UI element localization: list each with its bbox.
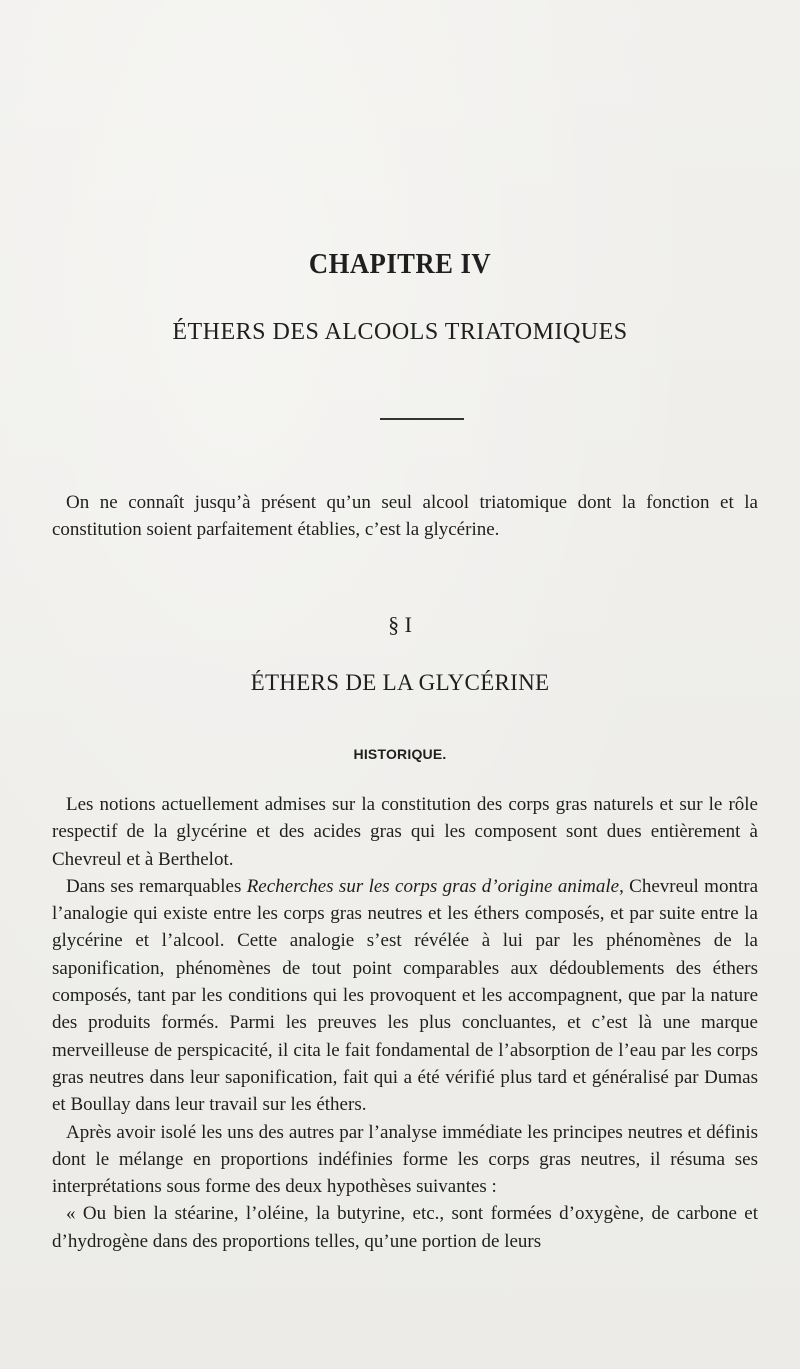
chapter-title: ÉTHERS DES ALCOOLS TRIATOMIQUES: [172, 319, 628, 345]
chapter-heading: CHAPITRE IV: [308, 248, 492, 280]
title-divider: [380, 418, 464, 420]
book-title-italic: Recherches sur les corps gras d’origine animale: [246, 875, 620, 897]
paragraph-2-start: Dans ses remarquables: [66, 875, 247, 897]
section-title: ÉTHERS DE LA GLYCÉRINE: [250, 670, 550, 695]
intro-paragraph: On ne connaît jusqu’à présent qu’un seul alcool triatomique dont la fonction et la constitution soient parfaitement établies, c’est la glycérine.: [52, 492, 758, 540]
body-text: [52, 791, 758, 1255]
paragraph-2-end: , Chevreul montra l’analogie qui existe entre les corps gras neutres et les éthers composés, et par suite entre la glycérine et l’alcool. Cette analogie s’est révélée à lui par les phénomènes de la saponification, phénomènes de tout point comparables aux dédoublements des éthers composés, tant par les conditions qui les provoquent et les accompagnent, que par la nature des produits formés. Parmi les preuves les plus concluantes, et c’est là une marque merveilleuse de perspicacité, il cita le fait fondamental de l’absorption de l’eau par les corps gras neutres dans leur saponification, fait qui a été vérifié plus tard et généralisé par Dumas et Boullay dans leur travail sur les éthers.: [52, 875, 758, 1116]
paragraph-3: Après avoir isolé les uns des autres par l’analyse immédiate les principes neutres et définis dont le mélange en proportions indéfinies forme les corps gras neutres, il résuma ses interprétations sous forme des deux hypothèses suivantes :: [52, 1121, 758, 1198]
section-number: § I: [388, 612, 412, 637]
paragraph-2: [52, 873, 758, 1119]
paragraph-4: « Ou bien la stéarine, l’oléine, la butyrine, etc., sont formées d’oxygène, de carbone et d’hydrogène dans des proportions telles, qu’une portion de leurs: [52, 1203, 758, 1252]
paragraph-1: Les notions actuellement admises sur la constitution des corps gras naturels et sur le rôle respectif de la glycérine et des acides gras qui les composent sont dues entièrement à Chevreul et à Berthelot.: [52, 794, 758, 870]
subheading-historique: HISTORIQUE.: [353, 746, 447, 762]
